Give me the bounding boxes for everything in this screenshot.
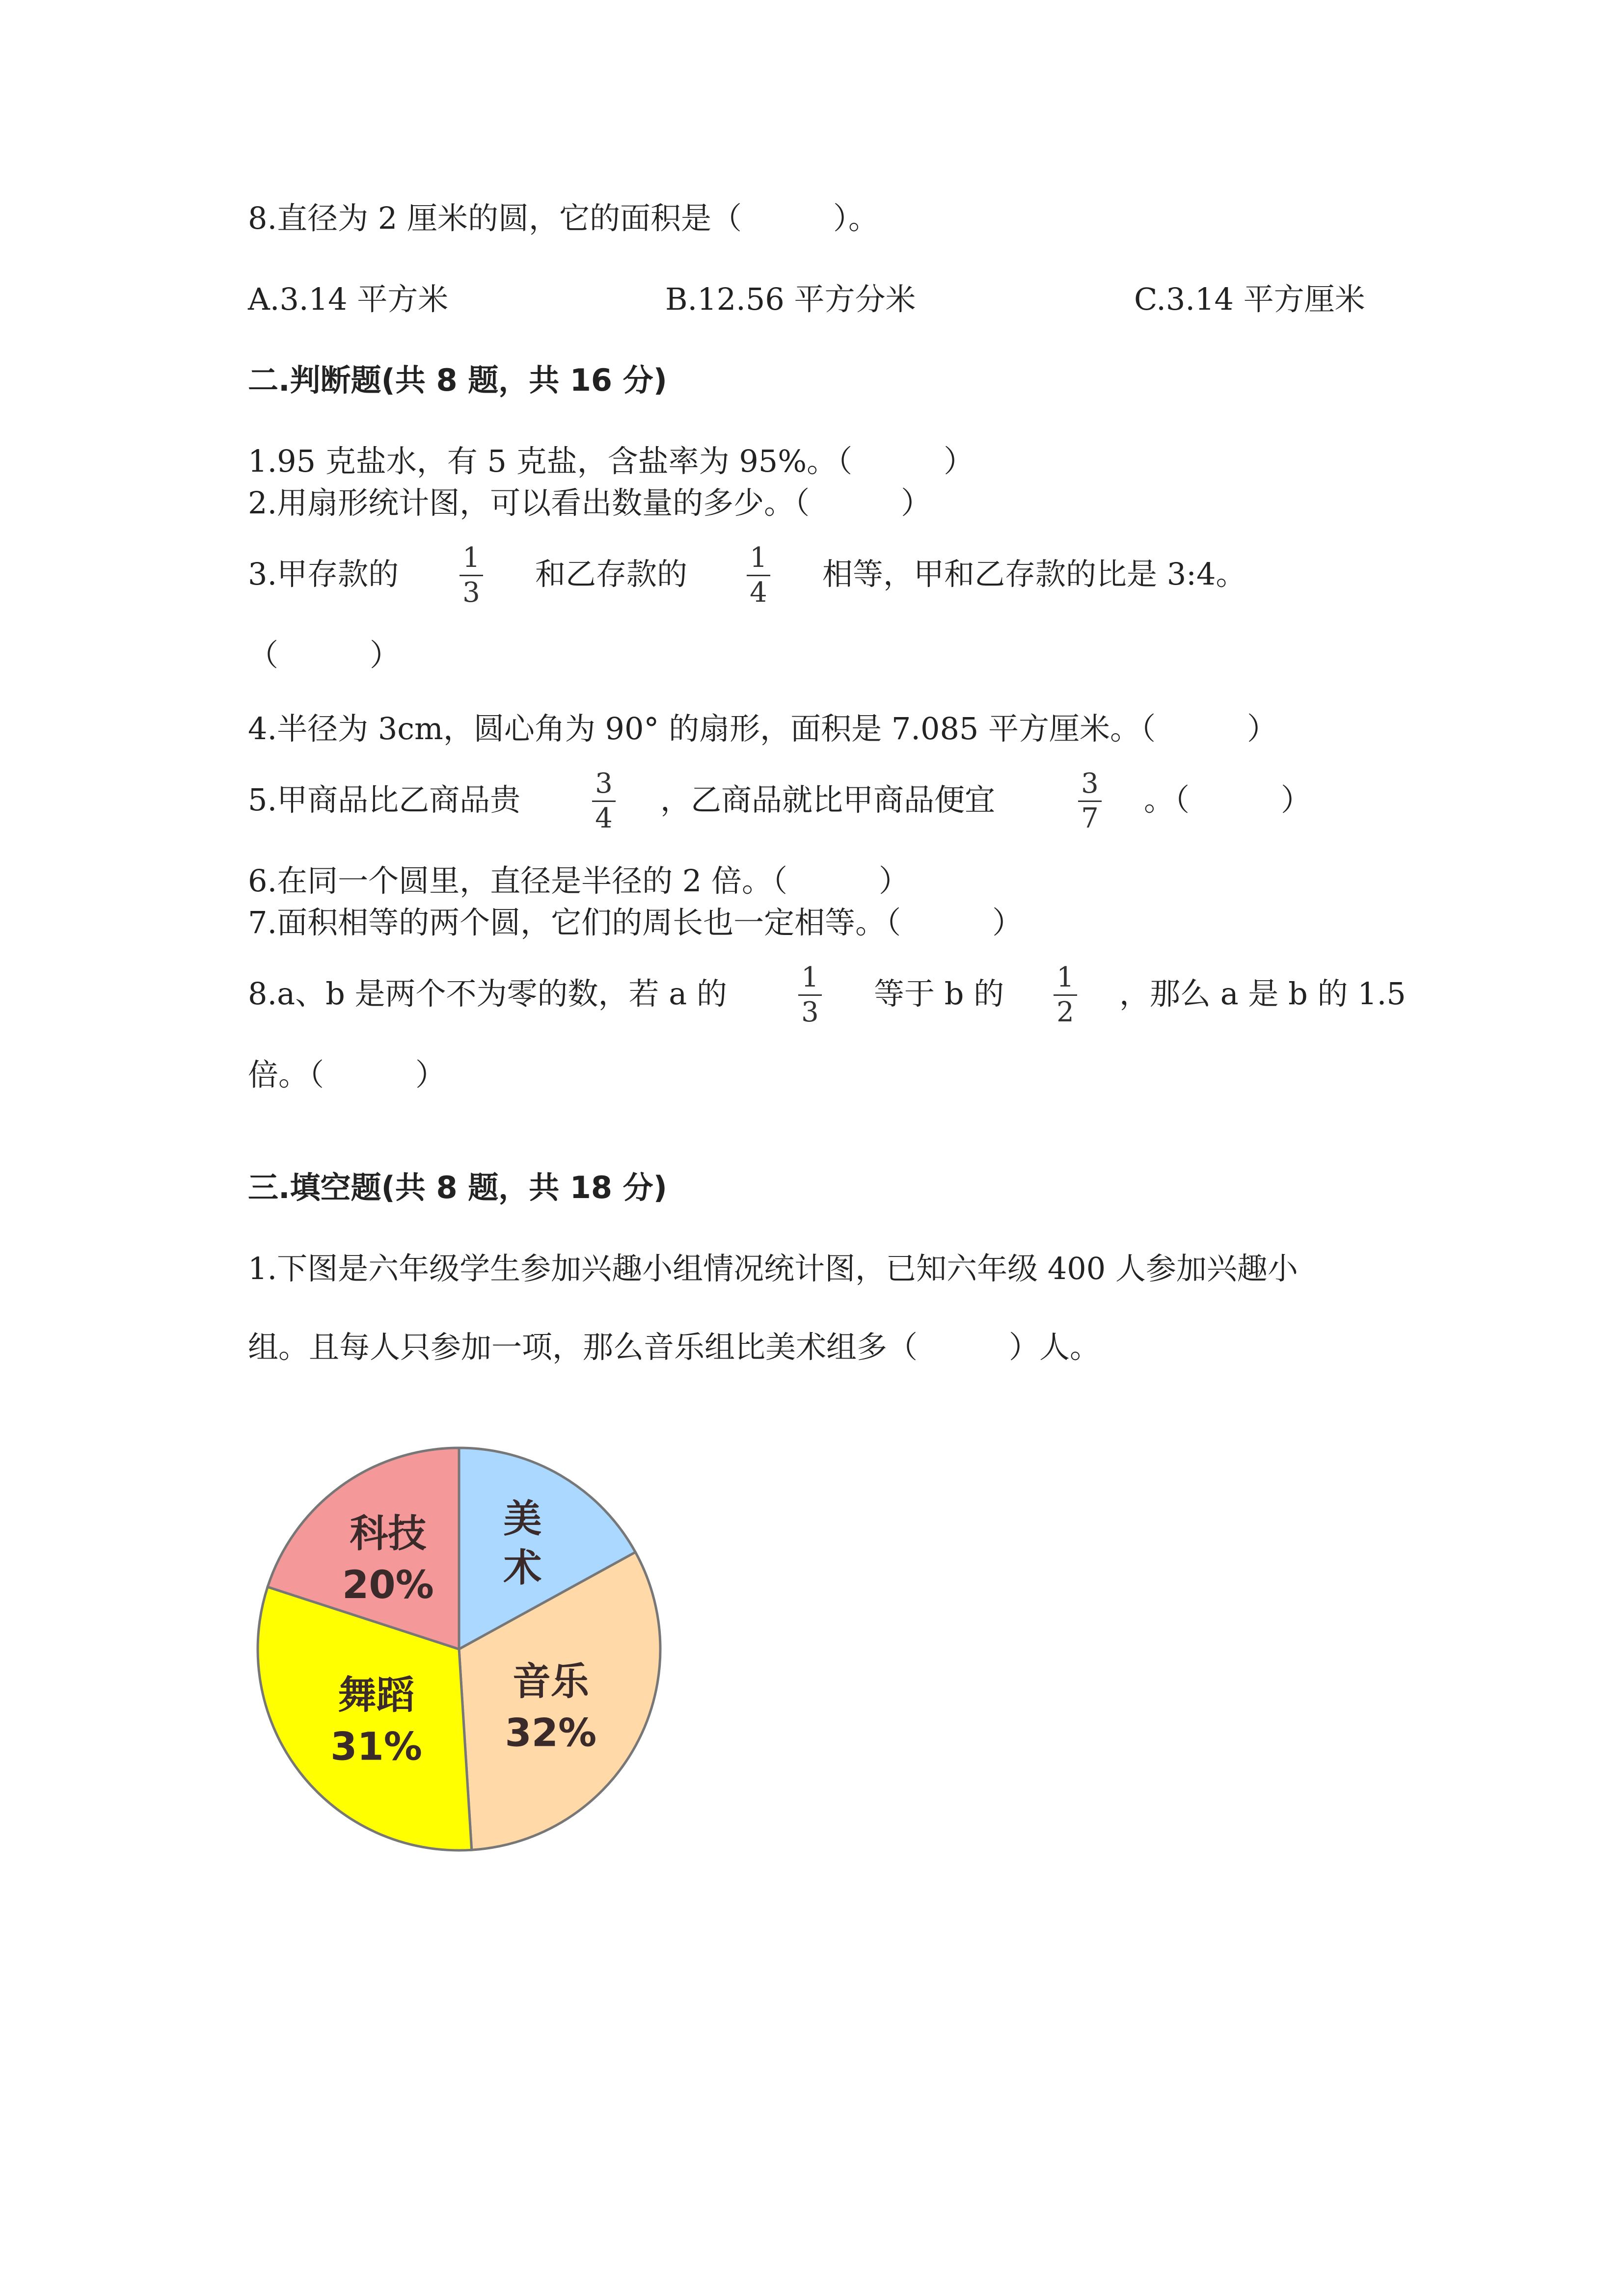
judge-question-5-part3: 。（ ） <box>1144 782 1312 818</box>
fraction-bar <box>747 575 770 576</box>
judge-question-3-part3: 相等，甲和乙存款的比是 3:4。 <box>822 556 1246 592</box>
judge-question-5-part2: ，乙商品就比甲商品便宜 <box>660 782 996 818</box>
interest-group-pie-chart <box>248 1438 670 1860</box>
option-a: A.3.14 平方米 <box>248 281 449 317</box>
fraction-denominator: 7 <box>1081 802 1099 834</box>
section-3-heading: 三.填空题(共 8 题，共 18 分) <box>248 1170 667 1205</box>
section-2-heading: 二.判断题(共 8 题，共 16 分) <box>248 362 667 398</box>
pie-slice-value-3: 20% <box>342 1563 434 1607</box>
judge-question-3-answer: （ ） <box>248 637 401 673</box>
question-8-stem: 8.直径为 2 厘米的圆，它的面积是（ ）。 <box>248 200 879 236</box>
fraction-three-quarters <box>589 768 619 834</box>
fraction-bar <box>798 994 822 996</box>
fraction-denominator: 2 <box>1056 996 1074 1028</box>
judge-question-3-part2: 和乙存款的 <box>535 556 688 592</box>
fraction-numerator: 3 <box>595 768 613 800</box>
fraction-one-third <box>457 542 486 609</box>
judge-question-3-part1: 3.甲存款的 <box>248 556 399 592</box>
fraction-numerator: 1 <box>462 542 480 574</box>
judge-question-5-part1: 5.甲商品比乙商品贵 <box>248 782 521 818</box>
judge-question-8-part3: ，那么 a 是 b 的 1.5 <box>1119 976 1406 1012</box>
fraction-bar <box>592 801 616 802</box>
fraction-bar <box>460 575 483 576</box>
fraction-numerator: 1 <box>1056 961 1074 993</box>
judge-question-7: 7.面积相等的两个圆，它们的周长也一定相等。（ ） <box>248 905 1023 940</box>
fraction-denominator: 3 <box>801 996 819 1028</box>
fill-question-1-line2: 组。且每人只参加一项，那么音乐组比美术组多（ ）人。 <box>248 1329 1101 1365</box>
fraction-denominator: 4 <box>595 802 613 834</box>
fraction-one-third-b <box>795 962 825 1028</box>
fraction-three-sevenths <box>1075 768 1105 834</box>
pie-slice-value-1: 32% <box>505 1711 597 1756</box>
fill-question-1-line1: 1.下图是六年级学生参加兴趣小组情况统计图，已知六年级 400 人参加兴趣小 <box>248 1251 1298 1286</box>
pie-slice-label-1: 音乐 <box>512 1659 589 1704</box>
judge-question-8-part1: 8.a、b 是两个不为零的数，若 a 的 <box>248 976 727 1012</box>
pie-slice-label-2: 舞蹈 <box>338 1673 415 1718</box>
fraction-bar <box>1054 994 1077 996</box>
judge-question-2: 2.用扇形统计图，可以看出数量的多少。（ ） <box>248 485 932 521</box>
fraction-one-half <box>1051 962 1080 1028</box>
fraction-numerator: 1 <box>801 961 819 993</box>
option-c: C.3.14 平方厘米 <box>1134 281 1365 317</box>
pie-slice-label-3: 科技 <box>350 1511 427 1556</box>
judge-question-6: 6.在同一个圆里，直径是半径的 2 倍。（ ） <box>248 863 910 899</box>
fraction-denominator: 3 <box>462 577 480 609</box>
fraction-numerator: 1 <box>750 542 767 574</box>
option-b: B.12.56 平方分米 <box>665 281 916 317</box>
judge-question-8-part2: 等于 b 的 <box>874 976 1004 1012</box>
pie-slice-value-2: 31% <box>330 1725 422 1769</box>
judge-question-1: 1.95 克盐水，有 5 克盐，含盐率为 95%。（ ） <box>248 443 974 479</box>
judge-question-8-line2: 倍。（ ） <box>248 1057 446 1093</box>
judge-question-4: 4.半径为 3cm，圆心角为 90° 的扇形，面积是 7.085 平方厘米。（ ） <box>248 711 1278 747</box>
fraction-bar <box>1078 801 1102 802</box>
fraction-denominator: 4 <box>750 577 767 609</box>
pie-slice-label-0: 美术 <box>503 1497 542 1591</box>
fraction-one-quarter <box>744 542 773 609</box>
fraction-numerator: 3 <box>1081 768 1099 800</box>
